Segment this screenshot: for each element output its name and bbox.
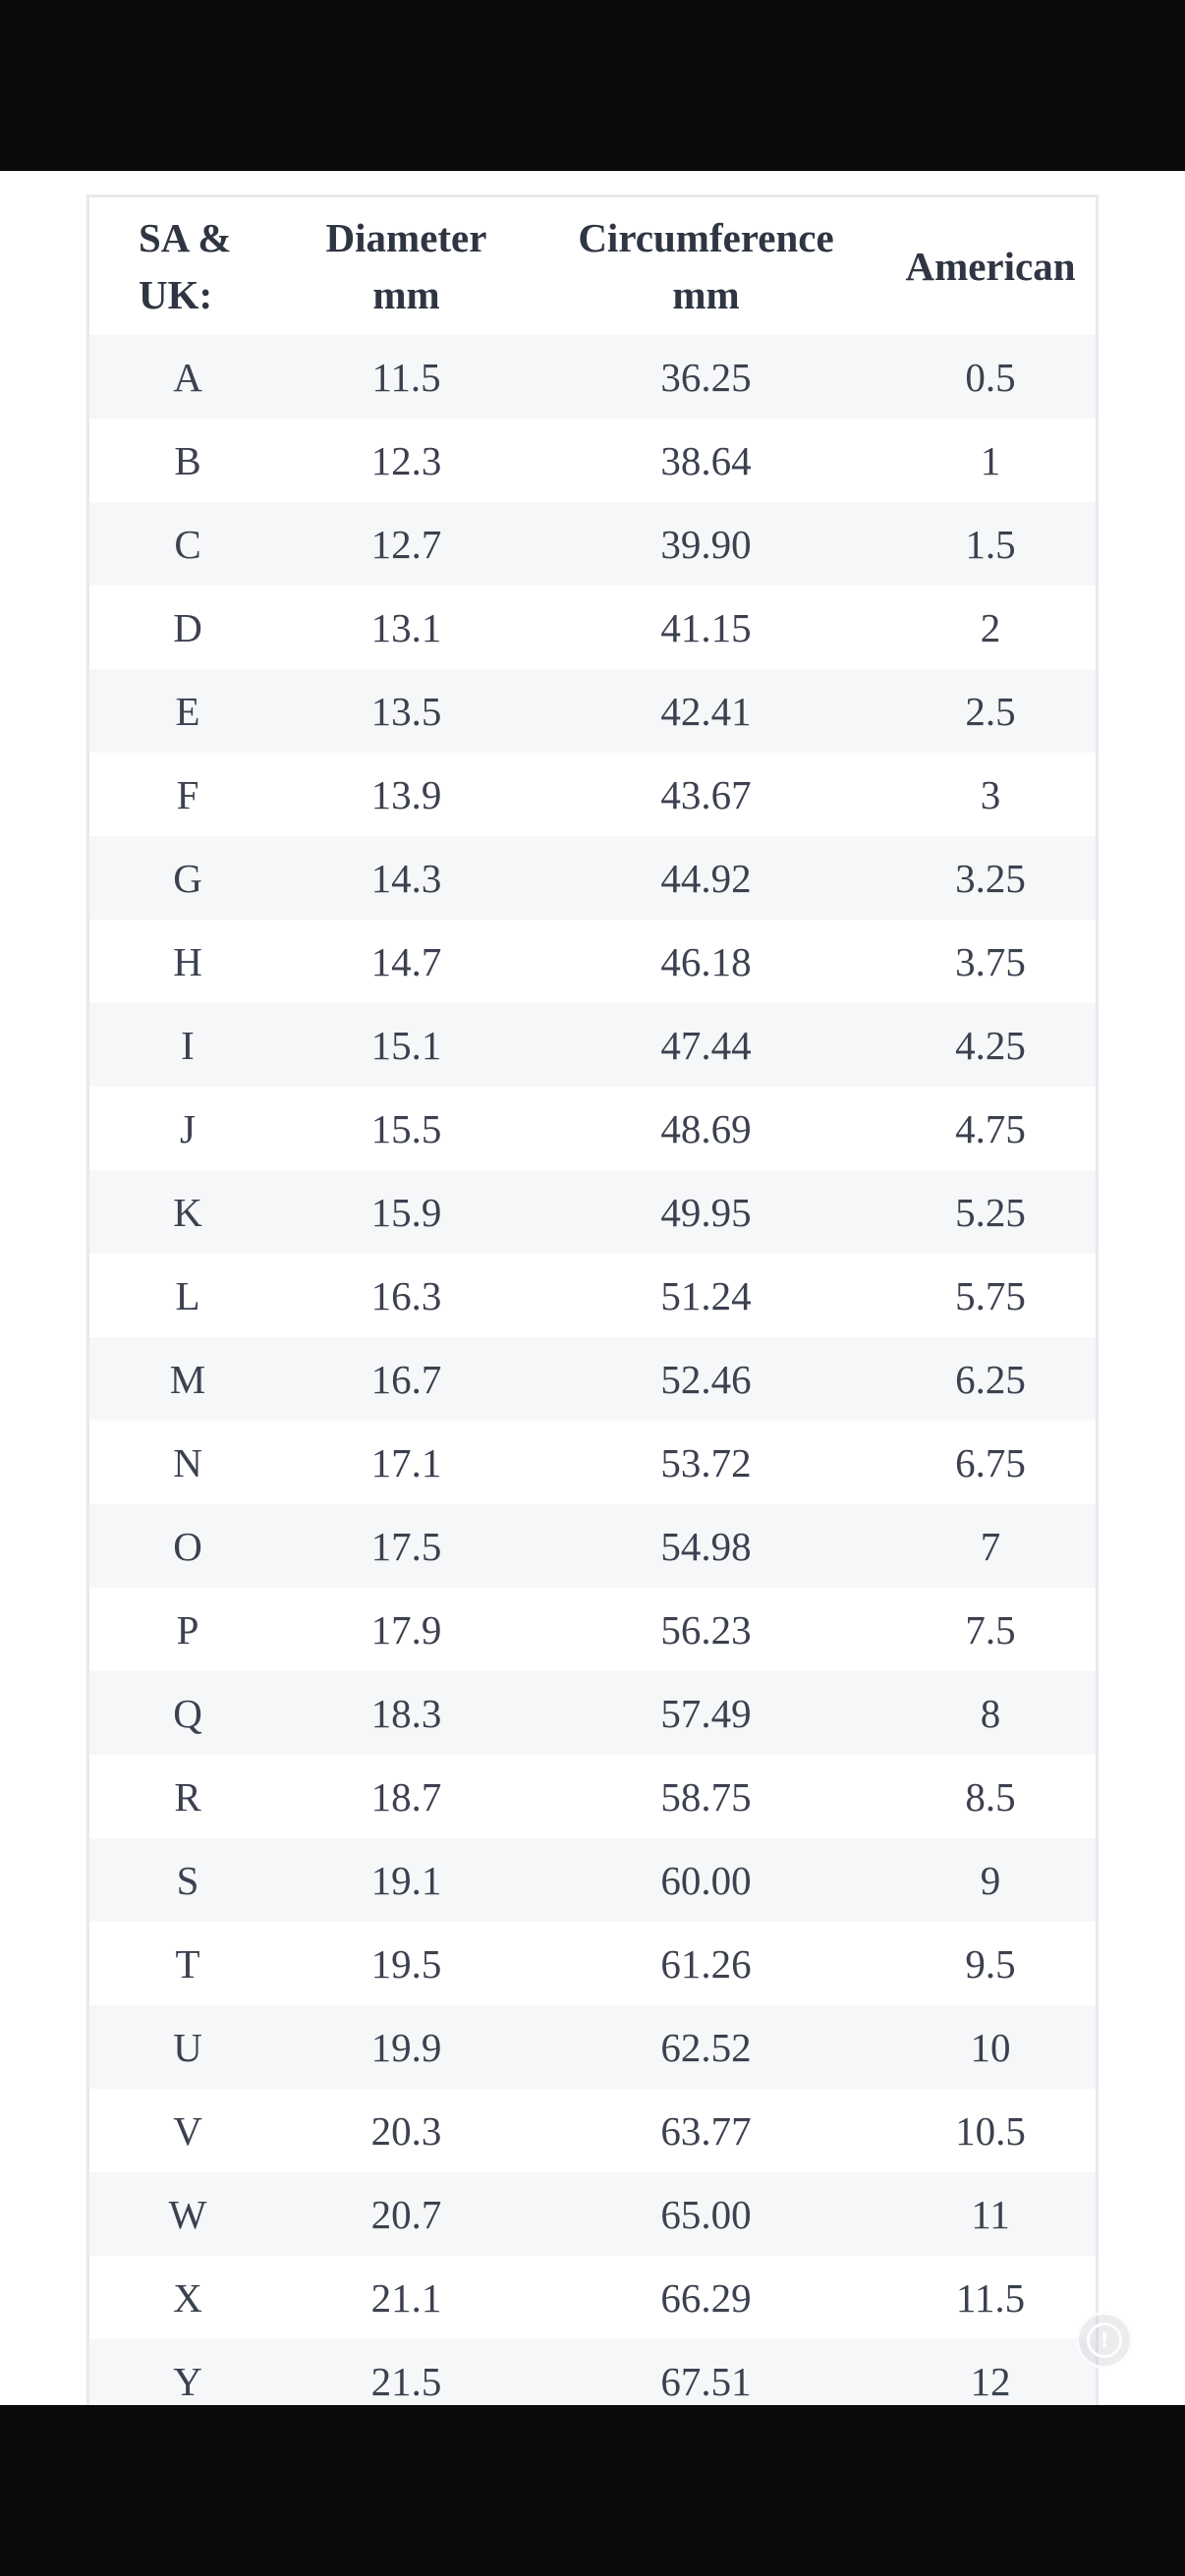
cell-sa-uk-size: O (173, 1523, 202, 1569)
cell-sa-uk-size: Y (173, 2358, 202, 2404)
cell-circumference: 53.72 (660, 1439, 752, 1485)
cell-american-size: 5.25 (955, 1189, 1026, 1235)
cell-diameter: 13.9 (370, 771, 442, 817)
table-row (89, 669, 1096, 753)
header-sa-uk: SA & UK: (139, 215, 232, 317)
cell-american-size: 1 (980, 437, 1001, 483)
table-header-row (89, 197, 1096, 335)
table-row (89, 753, 1096, 836)
cell-diameter: 20.7 (370, 2191, 442, 2237)
cell-diameter: 17.1 (370, 1439, 442, 1485)
cell-american-size: 11 (971, 2191, 1010, 2237)
cell-sa-uk-size: C (174, 521, 201, 567)
cell-circumference: 44.92 (660, 855, 752, 901)
table-row (89, 1671, 1096, 1755)
cell-circumference: 61.26 (660, 1940, 752, 1987)
cell-american-size: 9.5 (965, 1940, 1016, 1987)
cell-circumference: 52.46 (660, 1356, 752, 1402)
cell-sa-uk-size: S (176, 1857, 199, 1903)
cell-circumference: 48.69 (660, 1105, 752, 1151)
cell-sa-uk-size: D (173, 604, 202, 650)
table-row (89, 1337, 1096, 1421)
table-row (89, 1922, 1096, 2005)
cell-circumference: 63.77 (660, 2107, 752, 2154)
table-row (89, 836, 1096, 920)
cell-american-size: 5.75 (955, 1272, 1026, 1318)
cell-circumference: 46.18 (660, 938, 752, 984)
cell-circumference: 56.23 (660, 1606, 752, 1652)
table-row (89, 586, 1096, 669)
cell-diameter: 14.7 (370, 938, 442, 984)
cell-diameter: 19.9 (370, 2024, 442, 2070)
watermark-badge-icon (1076, 2312, 1133, 2369)
cell-diameter: 12.7 (370, 521, 442, 567)
table-row (89, 502, 1096, 586)
table-row (89, 920, 1096, 1003)
cell-diameter: 17.9 (370, 1606, 442, 1652)
cell-american-size: 11.5 (955, 2274, 1026, 2321)
cell-circumference: 38.64 (660, 437, 752, 483)
cell-diameter: 15.9 (370, 1189, 442, 1235)
cell-sa-uk-size: V (173, 2107, 202, 2154)
cell-american-size: 3.25 (955, 855, 1026, 901)
table-row (89, 1003, 1096, 1087)
cell-sa-uk-size: F (176, 771, 199, 817)
cell-american-size: 10 (970, 2024, 1011, 2070)
cell-diameter: 20.3 (370, 2107, 442, 2154)
table-row (89, 1087, 1096, 1170)
cell-diameter: 17.5 (370, 1523, 442, 1569)
cell-sa-uk-size: Q (173, 1690, 202, 1736)
cell-circumference: 58.75 (660, 1773, 752, 1820)
bottom-black-bar (0, 2405, 1185, 2576)
table-row (89, 335, 1096, 419)
cell-sa-uk-size: I (181, 1022, 195, 1068)
cell-american-size: 2.5 (965, 688, 1016, 734)
cell-american-size: 6.75 (955, 1439, 1026, 1485)
cell-sa-uk-size: G (173, 855, 202, 901)
cell-circumference: 67.51 (660, 2358, 752, 2404)
cell-diameter: 14.3 (370, 855, 442, 901)
cell-sa-uk-size: A (173, 354, 202, 400)
table-row (89, 1170, 1096, 1254)
cell-circumference: 47.44 (660, 1022, 752, 1068)
cell-american-size: 3 (980, 771, 1001, 817)
cell-american-size: 7.5 (965, 1606, 1016, 1652)
table-row (89, 2089, 1096, 2172)
cell-diameter: 16.7 (370, 1356, 442, 1402)
cell-american-size: 0.5 (965, 354, 1016, 400)
cell-diameter: 15.5 (370, 1105, 442, 1151)
cell-diameter: 21.1 (370, 2274, 442, 2321)
cell-sa-uk-size: T (175, 1940, 200, 1987)
cell-diameter: 18.3 (370, 1690, 442, 1736)
cell-circumference: 60.00 (660, 1857, 752, 1903)
cell-american-size: 3.75 (955, 938, 1026, 984)
cell-american-size: 8.5 (965, 1773, 1016, 1820)
table-row (89, 2005, 1096, 2089)
cell-sa-uk-size: M (169, 1356, 206, 1402)
cell-diameter: 13.5 (370, 688, 442, 734)
cell-circumference: 65.00 (660, 2191, 752, 2237)
cell-diameter: 18.7 (370, 1773, 442, 1820)
cell-circumference: 49.95 (660, 1189, 752, 1235)
cell-sa-uk-size: E (175, 688, 200, 734)
cell-american-size: 6.25 (955, 1356, 1026, 1402)
table-row (89, 1755, 1096, 1838)
header-american: American (905, 244, 1076, 289)
cell-circumference: 54.98 (660, 1523, 752, 1569)
top-black-bar (0, 0, 1185, 171)
cell-diameter: 19.1 (370, 1857, 442, 1903)
document-area (0, 171, 1185, 2405)
cell-sa-uk-size: B (174, 437, 201, 483)
cell-sa-uk-size: H (173, 938, 202, 984)
cell-circumference: 39.90 (660, 521, 752, 567)
cell-american-size: 4.75 (955, 1105, 1026, 1151)
cell-sa-uk-size: L (175, 1272, 200, 1318)
table-row (89, 1421, 1096, 1504)
table-row (89, 2172, 1096, 2256)
cell-american-size: 2 (980, 604, 1001, 650)
table-row (89, 2256, 1096, 2339)
cell-american-size: 4.25 (955, 1022, 1026, 1068)
cell-circumference: 66.29 (660, 2274, 752, 2321)
header-diameter: Diameter mm (325, 215, 487, 317)
cell-circumference: 51.24 (660, 1272, 752, 1318)
cell-diameter: 16.3 (370, 1272, 442, 1318)
table-row (89, 2339, 1096, 2405)
cell-sa-uk-size: R (174, 1773, 201, 1820)
table-row (89, 1254, 1096, 1337)
cell-circumference: 36.25 (660, 354, 752, 400)
cell-diameter: 13.1 (370, 604, 442, 650)
table-row (89, 1588, 1096, 1671)
header-circumference: Circumference mm (578, 215, 834, 317)
cell-circumference: 42.41 (660, 688, 752, 734)
cell-sa-uk-size: W (168, 2191, 207, 2237)
cell-american-size: 10.5 (955, 2107, 1026, 2154)
cell-diameter: 21.5 (370, 2358, 442, 2404)
cell-american-size: 12 (970, 2358, 1011, 2404)
cell-sa-uk-size: U (173, 2024, 202, 2070)
table-row (89, 419, 1096, 502)
cell-circumference: 62.52 (660, 2024, 752, 2070)
cell-sa-uk-size: X (173, 2274, 202, 2321)
cell-american-size: 1.5 (965, 521, 1016, 567)
cell-sa-uk-size: N (173, 1439, 202, 1485)
cell-diameter: 11.5 (371, 354, 441, 400)
cell-american-size: 9 (980, 1857, 1001, 1903)
cell-diameter: 15.1 (370, 1022, 442, 1068)
table-row (89, 1504, 1096, 1588)
cell-sa-uk-size: P (176, 1606, 199, 1652)
cell-sa-uk-size: K (173, 1189, 202, 1235)
cell-circumference: 57.49 (660, 1690, 752, 1736)
cell-diameter: 19.5 (370, 1940, 442, 1987)
ring-size-table-frame (86, 195, 1099, 2405)
cell-american-size: 8 (980, 1690, 1001, 1736)
cell-diameter: 12.3 (370, 437, 442, 483)
cell-american-size: 7 (980, 1523, 1001, 1569)
cell-sa-uk-size: J (180, 1105, 196, 1151)
table-row (89, 1838, 1096, 1922)
watermark-inner-icon: ! (1087, 2323, 1122, 2358)
cell-circumference: 41.15 (660, 604, 752, 650)
cell-circumference: 43.67 (660, 771, 752, 817)
ring-size-table (89, 197, 1096, 2405)
table-body (89, 335, 1096, 2405)
